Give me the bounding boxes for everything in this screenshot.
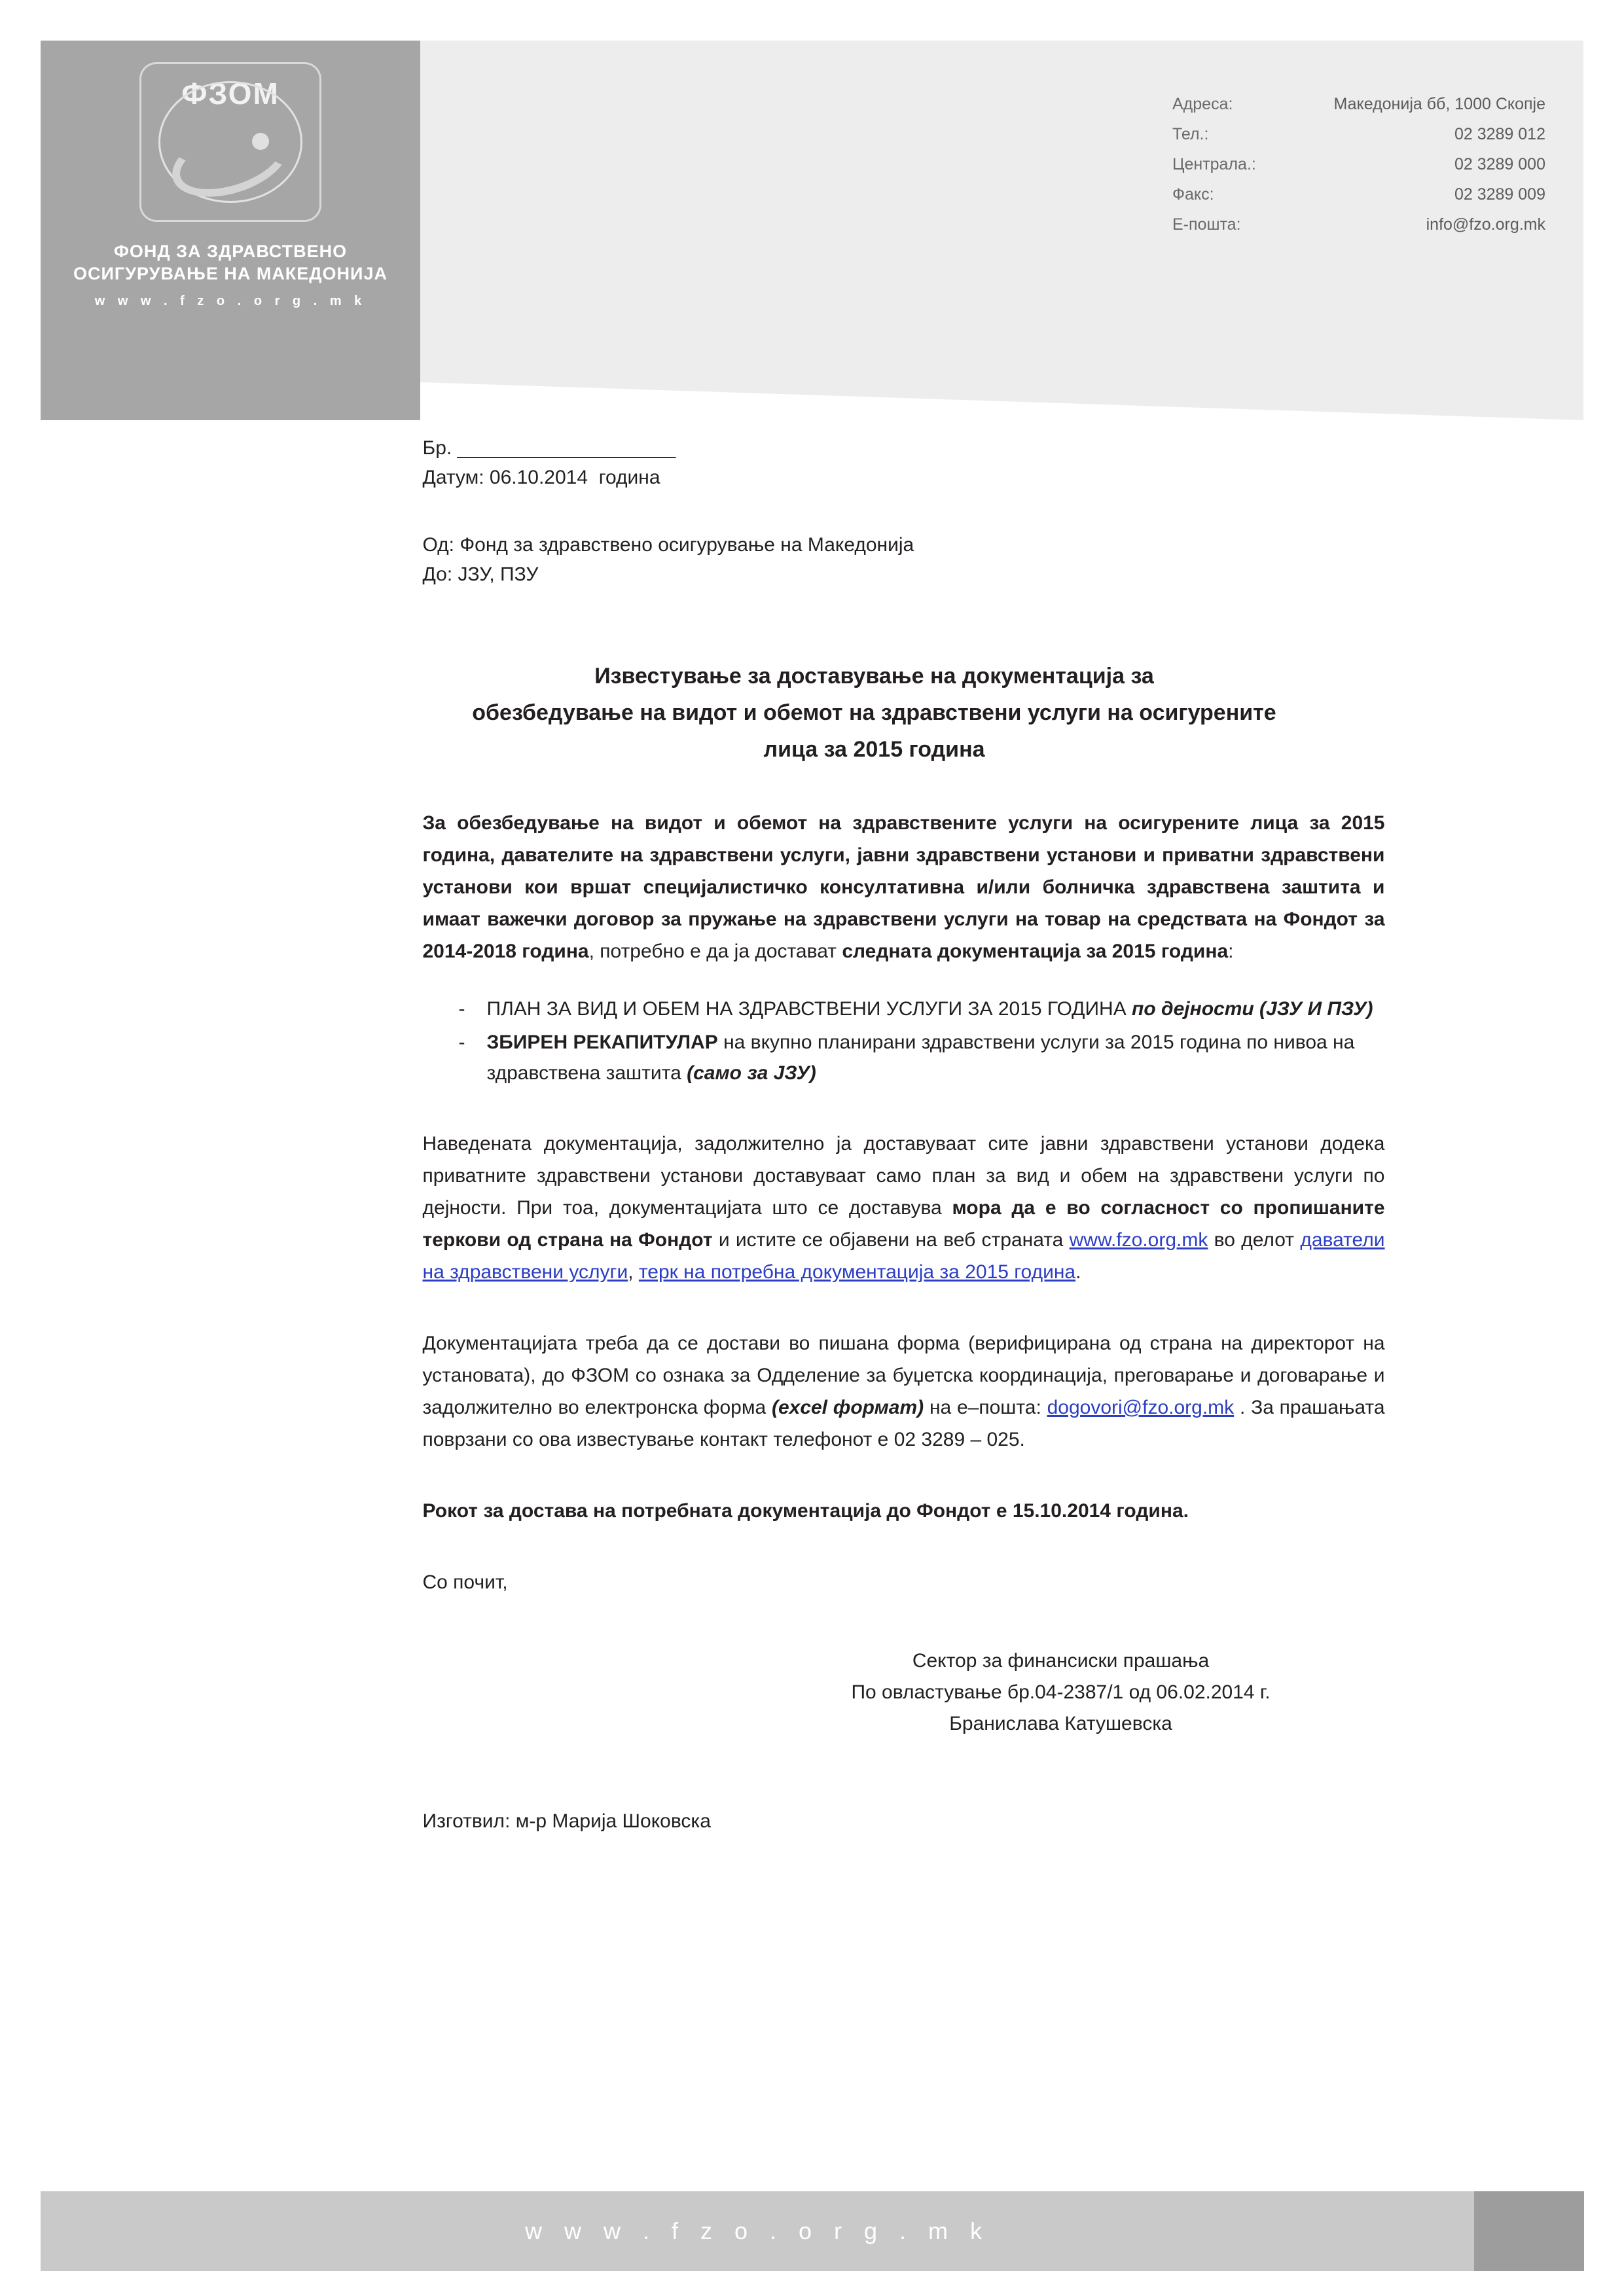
footer-bar-accent [1474, 2191, 1584, 2271]
contact-value: Македонија бб, 1000 Скопје [1333, 95, 1545, 113]
paragraph-submission [423, 1128, 1385, 1288]
list-item-emphasis: по дејности (ЈЗУ И ПЗУ) [1132, 998, 1373, 1020]
paragraph-intro-bold-a: За обезбедување на видот и обемот на здравствените услуги на осигурените лица за 2015 година, давателите на здравствени услуги, јавни здравствени установи и приватни здравствени установи кои вршат специјалистичко консултативна и/или болничка здравствена заштита и имаат важечки договор за пружање на здравствени услуги на товар на средствата на Фондот за 2014-2018 година [422, 812, 1385, 962]
document-body [0, 419, 1624, 1833]
document-title-line-1: Известување за доставување на документација за [594, 664, 1154, 689]
website-link[interactable]: www.fzo.org.mk [1069, 1229, 1208, 1251]
page-header [0, 0, 1624, 419]
document-title-line-2: обезбедување на видот и обемот на здравствени услуги на осигурените [472, 700, 1276, 725]
paragraph-submission-plain-a: Наведената документација, задолжително ја доставуваат сите јавни здравствени установи додека приватните здравствени установи доставуваат само план за вид и обем на здравствени услуги по дејности. При тоа, документацијата што се доставува [422, 1133, 1385, 1219]
signature-authorization: По овластување бр.04-2387/1 од 06.02.2014 г. [851, 1681, 1271, 1703]
paragraph-delivery [423, 1327, 1385, 1456]
deadline-statement [423, 1495, 1385, 1527]
list-item [423, 1027, 1385, 1088]
contact-row [1172, 149, 1545, 179]
letter-addressing [423, 530, 1385, 589]
contact-value: info@fzo.org.mk [1426, 215, 1545, 234]
letter-from: Од: Фонд за здравствено осигурување на Македонија [422, 534, 914, 556]
paragraph-delivery-emphasis: (excel формат) [771, 1397, 924, 1418]
paragraph-submission-plain-c: во делот [1208, 1229, 1301, 1251]
list-item-emphasis: (само за ЈЗУ) [687, 1062, 816, 1084]
prepared-by: Изготвил: м-р Марија Шоковска [422, 1810, 711, 1832]
email-link[interactable]: dogovori@fzo.org.mk [1047, 1397, 1235, 1418]
contact-row [1172, 89, 1545, 119]
paragraph-intro-plain-a: , потребно е да ја достават [588, 941, 842, 962]
letter-date: Датум: 06.10.2014 година [422, 467, 660, 488]
letter-meta [423, 433, 1385, 492]
paragraph-delivery-plain-b: на е–пошта: [924, 1397, 1047, 1418]
paragraph-submission-bold: мора да е во согласност со пропишаните теркови од страна на Фондот [422, 1197, 1385, 1251]
deadline-text: Рокот за достава на потребната документација до Фондот е 15.10.2014 година. [422, 1500, 1189, 1522]
document-title [423, 658, 1385, 768]
bullet-dash-icon: - [458, 1031, 465, 1053]
document-template-link[interactable]: терк на потребна документација за 2015 година [638, 1261, 1076, 1283]
contact-value: 02 3289 009 [1454, 185, 1545, 204]
document-title-line-3: лица за 2015 година [763, 737, 985, 762]
org-name-line-1: ФОНД ЗА ЗДРАВСТВЕНО [113, 242, 348, 261]
contact-row [1172, 179, 1545, 209]
org-name-line-2: ОСИГУРУВАЊЕ НА МАКЕДОНИЈА [73, 264, 388, 283]
list-item [423, 994, 1385, 1024]
letter-to: До: ЈЗУ, ПЗУ [422, 564, 539, 585]
logo-dot-shape [252, 133, 269, 150]
required-documents-list [423, 994, 1385, 1088]
contact-value: 02 3289 000 [1454, 155, 1545, 173]
paragraph-submission-plain-e: . [1075, 1261, 1081, 1283]
providers-section-link[interactable]: даватели на здравствени услуги [422, 1229, 1385, 1283]
paragraph-intro [423, 807, 1385, 967]
letter-number: Бр. ____________________ [422, 437, 676, 459]
fzom-logo-icon [139, 62, 321, 222]
paragraph-submission-plain-b: и истите се објавени на веб страната [712, 1229, 1070, 1251]
list-item-plain: на вкупно планирани здравствени услуги за 2015 година по нивоа на здравствена заштита [486, 1031, 1355, 1084]
paragraph-delivery-plain-c: . За прашањата поврзани со ова известување контакт телефонот е 02 3289 – 025. [422, 1397, 1385, 1450]
signature-block [423, 1645, 1385, 1740]
contact-label: Е-пошта: [1172, 215, 1241, 234]
contact-label: Факс: [1172, 185, 1214, 204]
paragraph-intro-bold-b: следната документација за 2015 година [842, 941, 1229, 962]
contact-row [1172, 119, 1545, 149]
footer-website-url: w w w . f z o . o r g . m k [524, 2217, 990, 2244]
contact-details [1172, 89, 1545, 240]
contact-label: Централа.: [1172, 155, 1256, 173]
list-item-bold: ЗБИРЕН РЕКАПИТУЛАР [486, 1031, 718, 1053]
logo-badge-text: ФЗОМ [181, 77, 280, 111]
bullet-dash-icon: - [458, 998, 465, 1020]
paragraph-intro-plain-b: : [1228, 941, 1234, 962]
page-footer [0, 2168, 1624, 2296]
signature-department: Сектор за финансиски прашања [912, 1650, 1210, 1672]
contact-row [1172, 209, 1545, 240]
contact-label: Адреса: [1172, 95, 1233, 113]
contact-value: 02 3289 012 [1454, 125, 1545, 143]
contact-label: Тел.: [1172, 125, 1209, 143]
paragraph-submission-plain-d: , [628, 1261, 639, 1283]
logo-website-url: w w w . f z o . o r g . m k [94, 294, 367, 308]
logo [41, 62, 420, 309]
signature-name: Бранислава Катушевска [949, 1713, 1172, 1734]
list-item-plain: ПЛАН ЗА ВИД И ОБЕМ НА ЗДРАВСТВЕНИ УСЛУГИ ЗА 2015 ГОДИНА [486, 998, 1132, 1020]
paragraph-delivery-plain-a: Документацијата треба да се достави во пишана форма (верифицирана од страна на директорот на установата), до ФЗОМ со ознака за Одделение за буџетска координација, преговарање и договарање и задолжително во електронска форма [422, 1333, 1385, 1418]
closing-salutation: Со почит, [422, 1571, 508, 1593]
